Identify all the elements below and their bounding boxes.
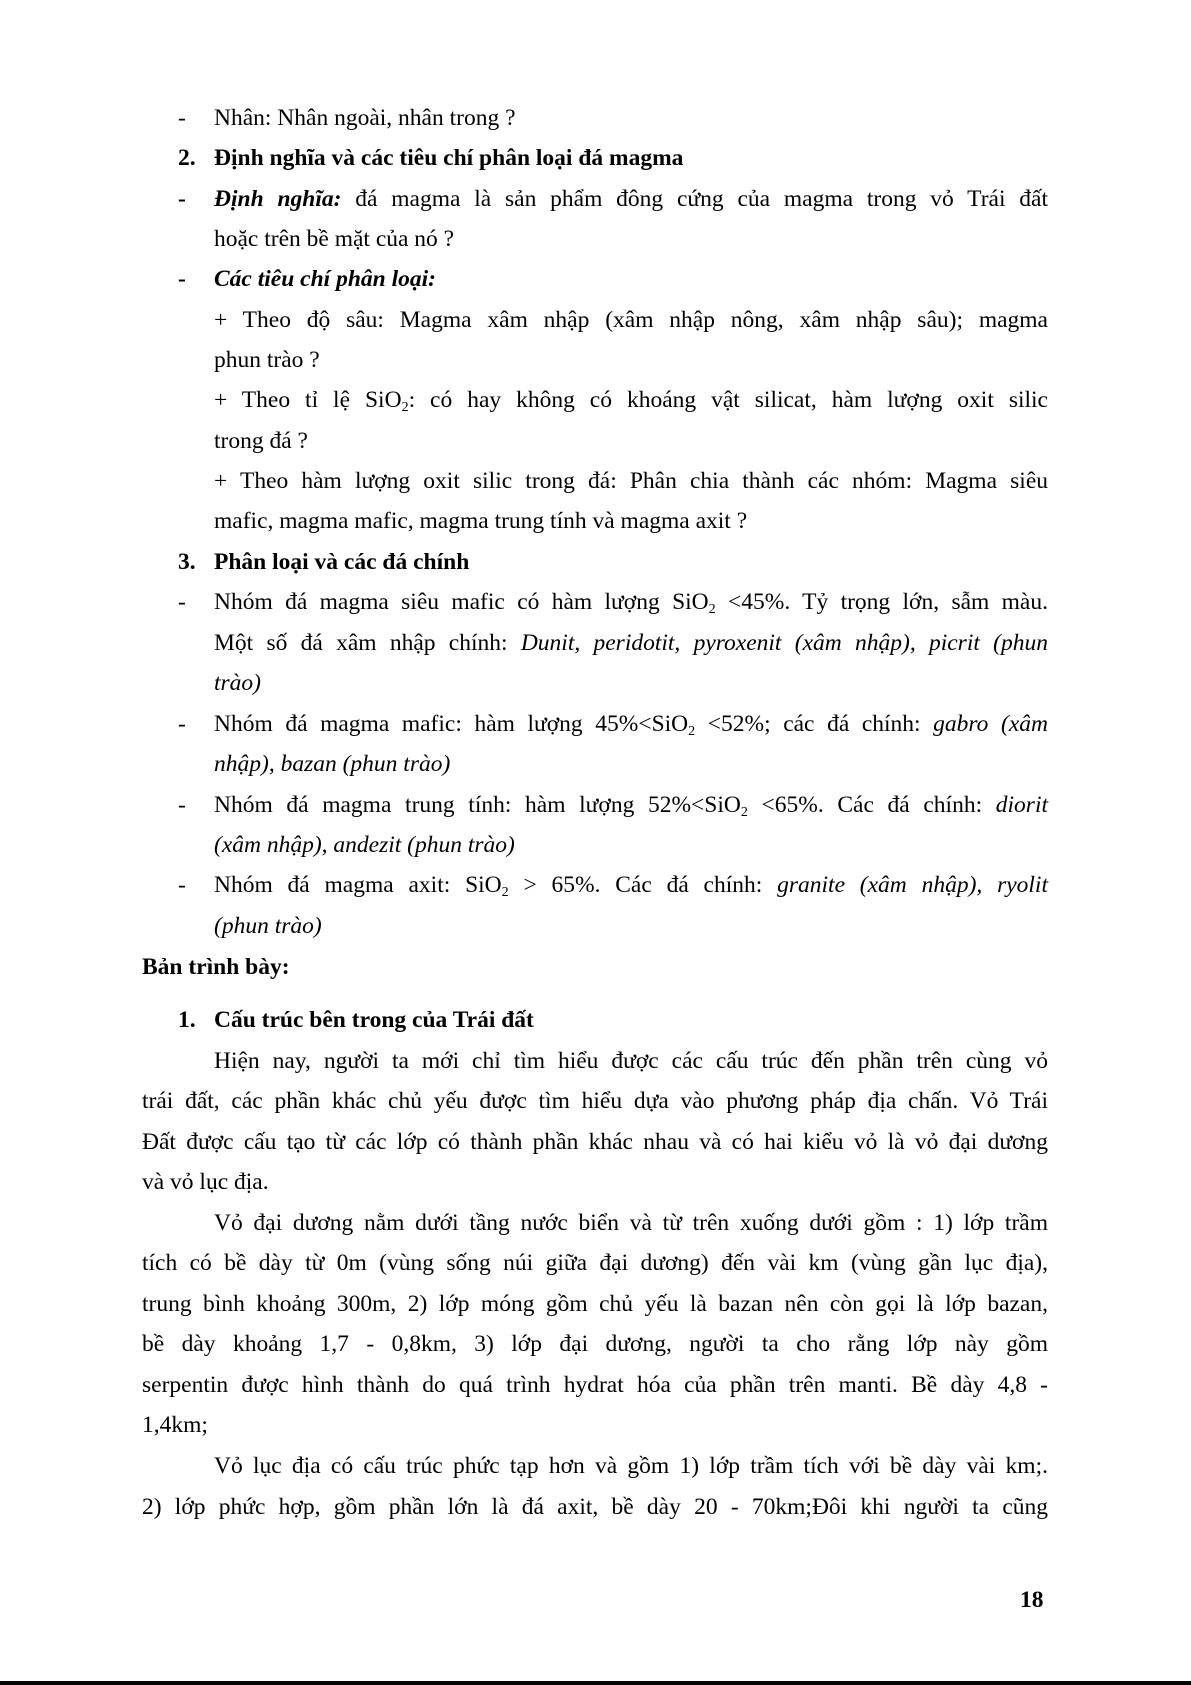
rock-names: gabro (xâm (933, 711, 1048, 737)
rock-names: diorit (995, 792, 1048, 818)
group-text: <65%. Các đá chính: (747, 792, 996, 818)
paragraph-line: Vỏ lục địa có cấu trúc phức tạp hơn và gồm 1) lớp trầm tích với bề dày vài km;. (214, 1453, 1048, 1479)
rock-names: granite (xâm nhập), ryolit (777, 872, 1048, 898)
subscript: 2 (688, 724, 696, 739)
subscript: 2 (501, 885, 509, 900)
page-number: 18 (1020, 1587, 1044, 1613)
group-mafic (214, 704, 1048, 744)
paragraph-line: và vỏ lục địa. (142, 1169, 269, 1195)
section-heading: Định nghĩa và các tiêu chí phân loại đá magma (214, 145, 684, 171)
paragraph-line: 2) lớp phức hợp, gồm phần lớn là đá axit, bề dày 20 - 70km;Đôi khi người ta cũng (142, 1494, 1048, 1520)
definition-text: đá magma là sản phẩm đông cứng của magma trong vỏ Trái đất (341, 186, 1048, 212)
list-dash: - (178, 186, 186, 212)
section-number: 3. (178, 549, 196, 575)
group-text: > 65%. Các đá chính: (508, 872, 778, 898)
list-item-nhan: Nhân: Nhân ngoài, nhân trong ? (214, 105, 516, 131)
list-dash: - (178, 872, 186, 898)
section-heading: Cấu trúc bên trong của Trái đất (214, 1007, 534, 1033)
rock-names: (xâm nhập), andezit (phun trào) (214, 832, 515, 858)
paragraph-line: Hiện nay, người ta mới chỉ tìm hiểu được các cấu trúc đến phần trên cùng vỏ (214, 1048, 1048, 1074)
group-text: <45%. Tỷ trọng lớn, sẫm màu. (715, 589, 1048, 615)
paragraph-line: trái đất, các phần khác chủ yếu được tìm hiểu dựa vào phương pháp địa chấn. Vỏ Trái (142, 1088, 1048, 1114)
group-text: Nhóm đá magma siêu mafic có hàm lượng SiO (214, 589, 709, 615)
group-acid (214, 865, 1048, 905)
section-heading: Phân loại và các đá chính (214, 549, 470, 575)
group-ultramafic-rocks (214, 623, 1048, 663)
definition-label: Định nghĩa: (214, 186, 342, 212)
paragraph-line: tích có bề dày từ 0m (vùng sống núi giữa đại dương) đến vài km (vùng gần lục địa), (142, 1250, 1048, 1276)
section-number: 2. (178, 145, 196, 171)
list-dash: - (178, 266, 186, 292)
rock-names: (phun trào) (214, 913, 322, 939)
subscript: 2 (708, 602, 716, 617)
group-intermediate (214, 785, 1048, 825)
subscript: 2 (740, 805, 748, 820)
paragraph-line: Đất được cấu tạo từ các lớp có thành phần khác nhau và có hai kiểu vỏ là vỏ đại dương (142, 1129, 1048, 1155)
criteria-depth-cont: phun trào ? (214, 347, 320, 373)
definition-text-cont: hoặc trên bề mặt của nó ? (214, 226, 455, 252)
criteria-sio2-pre: + Theo tỉ lệ SiO (214, 387, 402, 413)
bottom-rule (0, 1681, 1191, 1685)
group-text: Nhóm đá magma trung tính: hàm lượng 52%<SiO (214, 792, 741, 818)
criteria-sio2-post: : có hay không có khoáng vật silicat, hàm lượng oxit silic (408, 387, 1048, 413)
paragraph-line: 1,4km; (142, 1412, 208, 1438)
rock-names: nhập), bazan (phun trào) (214, 751, 451, 777)
definition-line (214, 179, 1048, 219)
criteria-sio2 (214, 380, 1048, 420)
criteria-oxide-cont: mafic, magma mafic, magma trung tính và magma axit ? (214, 508, 748, 534)
list-dash: - (178, 711, 186, 737)
group-text: Nhóm đá magma axit: SiO (214, 872, 502, 898)
rock-names: trào) (214, 670, 261, 696)
list-dash: - (178, 792, 186, 818)
paragraph-line: Vỏ đại dương nằm dưới tầng nước biển và từ trên xuống dưới gồm : 1) lớp trầm (214, 1210, 1048, 1236)
group-text: Nhóm đá magma mafic: hàm lượng 45%<SiO (214, 711, 689, 737)
criteria-oxide: + Theo hàm lượng oxit silic trong đá: Phân chia thành các nhóm: Magma siêu (214, 468, 1048, 494)
group-text: Một số đá xâm nhập chính: (214, 630, 521, 656)
criteria-depth: + Theo độ sâu: Magma xâm nhập (xâm nhập nông, xâm nhập sâu); magma (214, 307, 1048, 333)
paragraph-line: trung bình khoảng 300m, 2) lớp móng gồm chủ yếu là bazan nên còn gọi là lớp bazan, (142, 1291, 1048, 1317)
list-dash: - (178, 105, 186, 131)
paragraph-line: bề dày khoảng 1,7 - 0,8km, 3) lớp đại dương, người ta cho rằng lớp này gồm (142, 1331, 1048, 1357)
subscript: 2 (401, 400, 409, 415)
section-number: 1. (178, 1007, 196, 1033)
rock-names: Dunit, peridotit, pyroxenit (xâm nhập), picrit (phun (520, 630, 1048, 656)
presentation-label: Bản trình bày: (142, 954, 290, 980)
group-ultramafic (214, 582, 1048, 622)
criteria-sio2-cont: trong đá ? (214, 428, 308, 454)
criteria-label: Các tiêu chí phân loại: (214, 266, 436, 292)
group-text: <52%; các đá chính: (695, 711, 934, 737)
paragraph-line: serpentin được hình thành do quá trình hydrat hóa của phần trên manti. Bề dày 4,8 - (142, 1372, 1048, 1398)
list-dash: - (178, 589, 186, 615)
